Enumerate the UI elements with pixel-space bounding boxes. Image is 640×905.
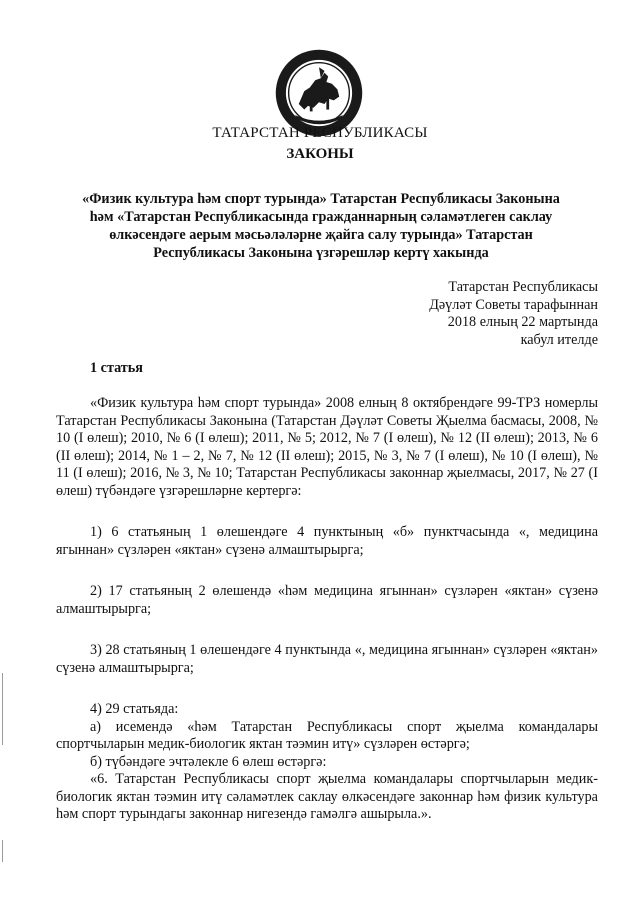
adoption-line: Татарстан Республикасы (448, 279, 598, 295)
law-title (78, 190, 564, 262)
adoption-block (429, 279, 598, 349)
paragraph-item-4a: а) исемендә «һәм Татарстан Республикасы спорт җыелма командалары спортчыларын медик-биологик яктан тәэмин итү» сүзләрен өстәргә; (56, 718, 598, 752)
document-type-heading: ЗАКОНЫ (286, 146, 354, 162)
paragraph-new-part-6: «6. Татарстан Республикасы спорт җыелма командалары спортчыларын медик-биологик яктан тәэмин итү сәламәтлек саклау өлкәсендәге законнар һәм физик культура һәм спорт турындагы законнар нигезендә гамәлгә ашырыла.». (56, 771, 598, 822)
paragraph-item-3: 3) 28 статьяның 1 өлешендәге 4 пунктында «, медицина ягыннан» сүзләрен «яктан» сүзенә алмаштырырга; (56, 642, 598, 676)
adoption-line: 2018 елның 22 мартында (447, 314, 598, 330)
adoption-line: кабул ителде (520, 331, 598, 348)
article-body (56, 395, 598, 824)
paragraph-item-2: 2) 17 статьяның 2 өлешендә «һәм медицина ягыннан» сүзләрен «яктан» сүзенә алмаштырырга; (56, 583, 598, 617)
scan-margin-tick (2, 840, 3, 862)
law-title-line: һәм «Татарстан Республикасында гражданнарның сәламәтлеген саклау (89, 209, 553, 225)
law-title-line: өлкәсендәге аерым мәсьәләләрне җайга салу турында» Татарстан (109, 227, 533, 243)
law-title-line: Республикасы Законына үзгәрешләр кертү хакында (153, 245, 489, 261)
law-title-line: «Физик культура һәм спорт турында» Татарстан Республикасы Законына (82, 191, 560, 207)
paragraph-item-4b: б) түбәндәге эчтәлекле 6 өлеш өстәргә: (90, 753, 327, 770)
article-heading: 1 статья (90, 360, 143, 376)
adoption-line: Дәүләт Советы тарафыннан (429, 296, 598, 313)
paragraph-item-4: 4) 29 статьяда: (90, 701, 179, 717)
scan-margin-line (2, 673, 3, 745)
paragraph-item-1: 1) 6 статьяның 1 өлешендәге 4 пунктының «б» пунктчасында «, медицина ягыннан» сүзләрен «яктан» сүзенә алмаштырырга; (56, 524, 598, 558)
paragraph-intro: «Физик культура һәм спорт турында» 2008 елның 8 октябрендәге 99-ТРЗ номерлы Татарстан Республикасы Законына (Татарстан Дәүләт Советы Җыелма басмасы, 2008, № 10 (I өлеш); 2010, № 6 (I өлеш); 2011, № 5; 2012, № 7 (I өлеш), № 12 (II өлеш); 2013, № 6 (II өлеш); 2014, № 1 – 2, № 7, № 12 (II өлеш); 2015, № 3, № 7 (I өлеш), № 10 (I өлеш), № 11 (I өлеш); 2016, № 3, № 10; Татарстан Республикасы законнар җыелмасы, 2017, № 27 (I өлеш) түбәндәге үзгәрешләрне кертергә: (56, 395, 598, 499)
republic-heading: ТАТАРСТАН РЕСПУБЛИКАСЫ (212, 125, 428, 141)
